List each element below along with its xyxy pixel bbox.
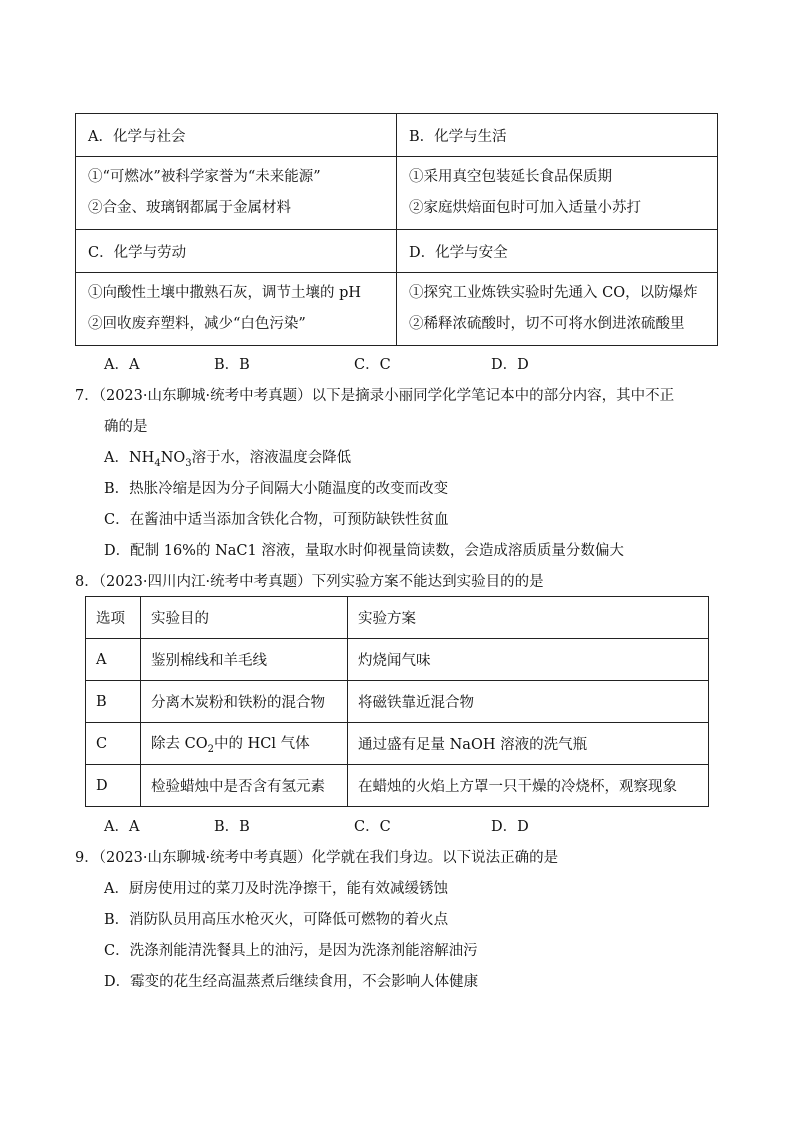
q9-option-d[interactable]: D．霉变的花生经高温蒸煮后继续食用，不会影响人体健康	[104, 974, 479, 990]
q9-option-a[interactable]: A．厨房使用过的菜刀及时洗净擦干，能有效减缓锈蚀	[104, 881, 448, 897]
q6-option-d[interactable]: D．D	[491, 357, 529, 373]
cell-a-header: A．化学与社会	[76, 114, 397, 157]
q7-stem-line2: 确的是	[104, 419, 148, 435]
table-row	[86, 639, 709, 681]
q7-option-a[interactable]: A．$NH_4NO_3$溶于水，溶液温度会降低	[104, 450, 352, 469]
row-a-purpose: 鉴别棉线和羊毛线	[141, 639, 348, 681]
row-c-option: C	[86, 723, 141, 765]
q7-option-b[interactable]: B．热胀冷缩是因为分子间隔大小随温度的改变而改变	[104, 481, 449, 497]
a-item-1: ①“可燃冰”被科学家誉为“未来能源”	[88, 169, 321, 185]
table-row	[86, 681, 709, 723]
q9-stem: 9．（2023·山东聊城·统考中考真题）化学就在我们身边。以下说法正确的是	[75, 850, 559, 866]
cell-b-header: B．化学与生活	[397, 114, 718, 157]
cell-b-items	[397, 157, 718, 230]
table-row	[86, 723, 709, 765]
cell-a-items	[76, 157, 397, 230]
row-d-purpose: 检验蜡烛中是否含有氢元素	[141, 765, 348, 807]
q7-option-c[interactable]: C．在酱油中适当添加含铁化合物，可预防缺铁性贫血	[104, 512, 449, 528]
table-header-row	[86, 597, 709, 639]
q8-option-c[interactable]: C．C	[354, 819, 391, 835]
cell-d-items	[397, 273, 718, 346]
row-d-option: D	[86, 765, 141, 807]
row-b-purpose: 分离木炭粉和铁粉的混合物	[141, 681, 348, 723]
q6-option-b[interactable]: B．B	[214, 357, 250, 373]
b-item-1: ①采用真空包装延长食品保质期	[409, 169, 612, 185]
a-item-2: ②合金、玻璃钢都属于金属材料	[88, 200, 291, 216]
q6-option-c[interactable]: C．C	[354, 357, 391, 373]
q8-option-d[interactable]: D．D	[491, 819, 529, 835]
d-item-1: ①探究工业炼铁实验时先通入 CO，以防爆炸	[409, 285, 698, 301]
row-d-plan: 在蜡烛的火焰上方罩一只干燥的冷烧杯，观察现象	[348, 765, 709, 807]
q6-option-a[interactable]: A．A	[104, 357, 140, 373]
q8-option-b[interactable]: B．B	[214, 819, 250, 835]
q7-stem-line1: 7．（2023·山东聊城·统考中考真题）以下是摘录小丽同学化学笔记本中的部分内容，其中不正	[75, 388, 675, 404]
header-option: 选项	[86, 597, 141, 639]
row-c-purpose: 除去 $CO_2$中的 HCl 气体	[141, 723, 348, 765]
row-a-option: A	[86, 639, 141, 681]
row-b-plan: 将磁铁靠近混合物	[348, 681, 709, 723]
cell-c-items	[76, 273, 397, 346]
experiment-table	[85, 596, 709, 807]
table-row	[86, 765, 709, 807]
row-b-option: B	[86, 681, 141, 723]
q8-option-a[interactable]: A．A	[104, 819, 140, 835]
c-item-2: ②回收废弃塑料，减少“白色污染”	[88, 316, 306, 332]
cell-c-header: C．化学与劳动	[76, 230, 397, 273]
d-item-2: ②稀释浓硫酸时，切不可将水倒进浓硫酸里	[409, 316, 685, 332]
row-c-plan: 通过盛有足量 NaOH 溶液的洗气瓶	[348, 723, 709, 765]
q7-option-d[interactable]: D．配制 16%的 NaC1 溶液，量取水时仰视量筒读数，会造成溶质质量分数偏大	[104, 543, 624, 559]
header-purpose: 实验目的	[141, 597, 348, 639]
b-item-2: ②家庭烘焙面包时可加入适量小苏打	[409, 200, 641, 216]
cell-d-header: D．化学与安全	[397, 230, 718, 273]
header-plan: 实验方案	[348, 597, 709, 639]
c-item-1: ①向酸性土壤中撒熟石灰，调节土壤的 pH	[88, 285, 362, 301]
row-a-plan: 灼烧闻气味	[348, 639, 709, 681]
q9-option-c[interactable]: C．洗涤剂能清洗餐具上的油污，是因为洗涤剂能溶解油污	[104, 943, 478, 959]
knowledge-table	[75, 113, 718, 346]
q8-stem: 8．（2023·四川内江·统考中考真题）下列实验方案不能达到实验目的的是	[75, 574, 544, 590]
q9-option-b[interactable]: B．消防队员用高压水枪灭火，可降低可燃物的着火点	[104, 912, 449, 928]
